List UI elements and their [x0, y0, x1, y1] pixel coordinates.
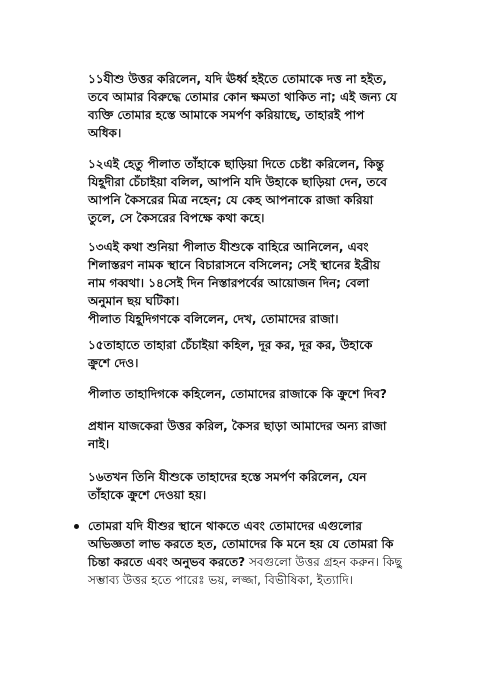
text-line: নাম গব্বথা। ১৪সেই দিন নিস্তারপর্বের আয়োজন দিন; বেলা	[88, 276, 370, 290]
text-line: শিলাস্তরণ নামক স্থানে বিচারাসনে বসিলেন; সেই স্থানের ইব্রীয়	[88, 258, 380, 272]
text-line: ১৬তখন তিনি যীশুকে তাহাদের হস্তে সমর্পণ করিলেন, যেন	[88, 470, 367, 484]
text-line: তবে আমার বিরুদ্ধে তোমার কোন ক্ষমতা থাকিত না; এই জন্য যে	[88, 90, 397, 104]
paragraph-verse-11	[88, 70, 458, 142]
text-line: ১২এই হেতু পীলাত তাঁহাকে ছাড়িয়া দিতে চেষ্টা করিলেন, কিন্তু	[88, 157, 384, 171]
text-line: প্রধান যাজকেরা উত্তর করিল, কৈসর ছাড়া আমাদের অন্য রাজা	[88, 419, 387, 433]
paragraph-verse-15	[88, 336, 458, 372]
text-line: অধিক।	[88, 126, 122, 140]
paragraph-verse-12	[88, 155, 458, 227]
text-line: তুলে, সে কৈসরের বিপক্ষে কথা কহে।	[88, 211, 265, 225]
text-line: পীলাত তাহাদিগকে কহিলেন, তোমাদের রাজাকে কি ক্রুশে দিব?	[88, 387, 387, 401]
question-bold-part: চিন্তা করতে এবং অনুভব করতে?	[88, 555, 246, 569]
text-line: অভিজ্ঞতা লাভ করতে হত, তোমাদের কি মনে হয় যে তোমরা কি	[88, 537, 394, 551]
text-line: ১৩এই কথা শুনিয়া পীলাত যীশুকে বাহিরে আনিলেন, এবং	[88, 240, 369, 254]
text-line: ক্রুশে দেও।	[88, 356, 139, 370]
text-line	[88, 553, 458, 571]
paragraph-verse-16	[88, 468, 458, 504]
text-line: ১১যীশু উত্তর করিলেন, যদি ঊর্ধ্ব হইতে তোমাকে দত্ত না হইত,	[88, 72, 387, 86]
text-line: অনুমান ছয় ঘটিকা।	[88, 294, 180, 308]
possible-answers: সম্ভাব্য উত্তর হতে পারেঃ ভয়, লজ্জা, বিভীষিকা, ইত্যাদি।	[88, 573, 353, 587]
question-bullet-item	[88, 517, 458, 589]
text-line: নাই।	[88, 437, 110, 451]
paragraph-pilate-question	[88, 385, 458, 403]
paragraph-chief-priests	[88, 417, 458, 453]
text-line: তোমরা যদি যীশুর স্থানে থাকতে এবং তোমাদের এগুলোর	[88, 519, 362, 533]
text-line: তাঁহাকে ক্রুশে দেওয়া হয়।	[88, 488, 207, 502]
paragraph-verse-13-14	[88, 238, 458, 328]
text-line: যিহূদীরা চেঁচাইয়া বলিল, আপনি যদি উহাকে ছাড়িয়া দেন, তবে	[88, 175, 387, 189]
bullet-icon	[74, 524, 79, 529]
text-line: পীলাত যিহূদিগণকে বলিলেন, দেখ, তোমাদের রাজা।	[88, 312, 339, 326]
answer-instruction: সবগুলো উত্তর গ্রহন করুন। কিছু	[245, 555, 402, 569]
text-line: ১৫তাহাতে তাহারা চেঁচাইয়া কহিল, দূর কর, দূর কর, উহাকে	[88, 338, 373, 352]
text-line: ব্যক্তি তোমার হস্তে আমাকে সমর্পণ করিয়াছে, তাহারই পাপ	[88, 108, 365, 122]
text-line: আপনি কৈসরের মিত্র নহেন; যে কেহ আপনাকে রাজা করিয়া	[88, 193, 374, 207]
